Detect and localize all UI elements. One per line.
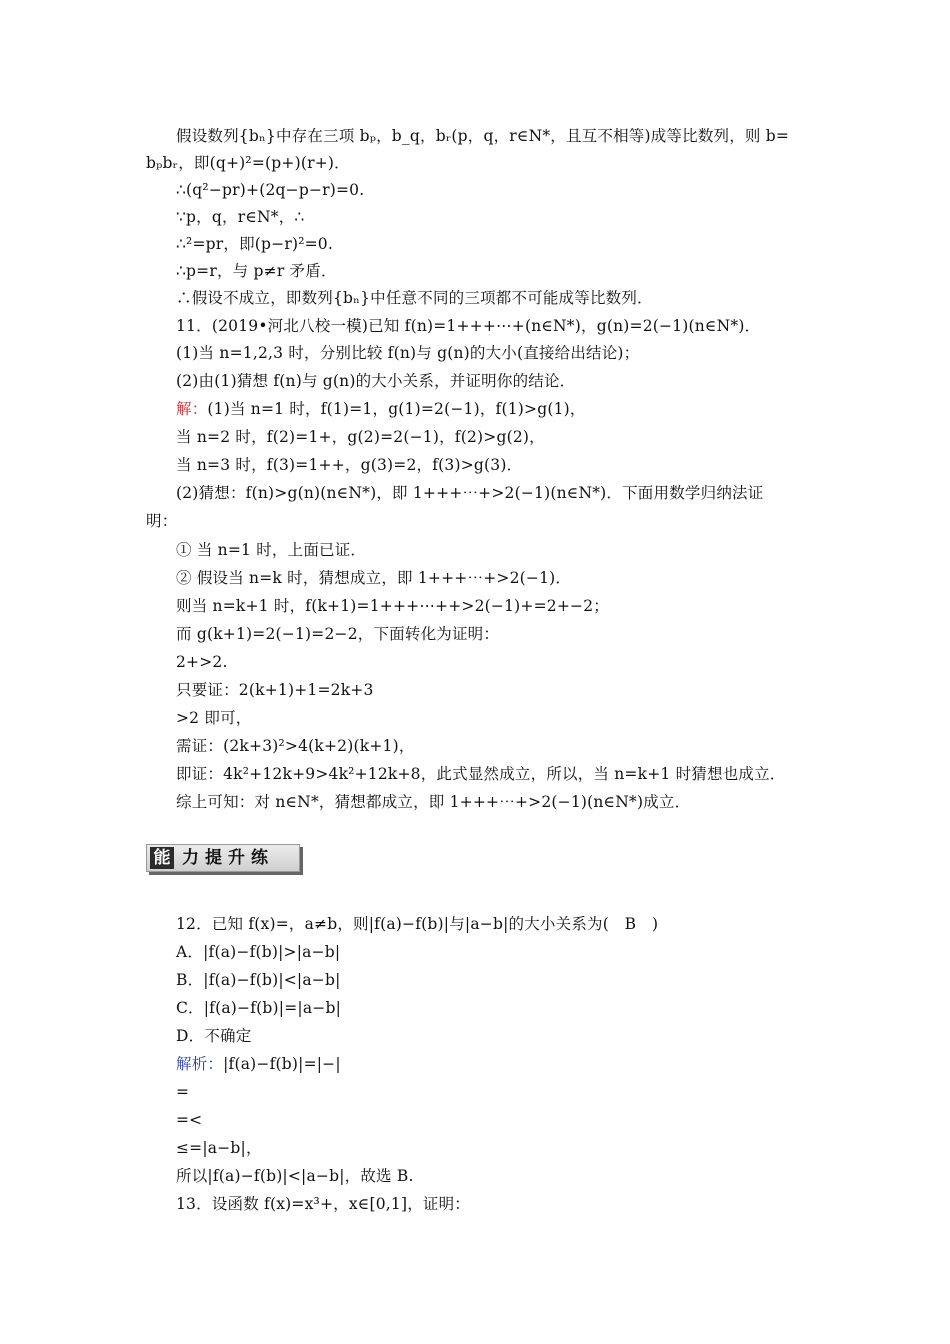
text-line: ∴²=pr，即(p−r)²=0. (176, 235, 333, 253)
text-line: 假设数列{bₙ}中存在三项 bₚ，b_q，bᵣ(p，q，r∈N*，且互不相等)成等比数列，则 b= (176, 127, 790, 145)
text-line: ∴(q²−pr)+(2q−p−r)=0. (176, 181, 365, 199)
analysis-label: 解析： (176, 1055, 224, 1073)
text-line: ∵p，q，r∈N*，∴ (176, 208, 305, 226)
choice-a: A．|f(a)−f(b)|>|a−b| (176, 943, 341, 961)
analysis-line: 解析：|f(a)−f(b)|=|−| (176, 1055, 341, 1073)
text-line: =< (176, 1111, 203, 1129)
text-line: 明： (146, 512, 178, 530)
text-line: ① 当 n=1 时，上面已证． (176, 541, 367, 559)
text-line: 只要证：2(k+1)+1=2k+3 (176, 681, 374, 699)
text-line: 即证：4k²+12k+9>4k²+12k+8，此式显然成立，所以，当 n=k+1 时猜想也成立． (176, 765, 786, 783)
problem-11-statement: 11．(2019•河北八校一模)已知 f(n)=1+++⋯+(n∈N*)，g(n)=2(−1)(n∈N*)． (176, 317, 761, 335)
solution-label: 解： (176, 400, 208, 418)
text-line: (1)当 n=1,2,3 时，分别比较 f(n)与 g(n)的大小(直接给出结论)； (176, 344, 640, 362)
text-line: (2)猜想：f(n)>g(n)(n∈N*)，即 1+++⋯+>2(−1)(n∈N*)．下面用数学归纳法证 (176, 484, 764, 502)
choice-c: C．|f(a)−f(b)|=|a−b| (176, 999, 341, 1017)
text-line: 当 n=3 时，f(3)=1++，g(3)=2，f(3)>g(3)． (176, 456, 523, 474)
text-line: 2+>2. (176, 653, 228, 671)
text-line: ∴假设不成立，即数列{bₙ}中任意不同的三项都不可能成等比数列． (176, 289, 653, 307)
text-line: = (176, 1083, 190, 1101)
text-line: ② 假设当 n=k 时，猜想成立，即 1+++⋯+>2(−1)． (176, 569, 572, 587)
text-line: bₚbᵣ，即(q+)²=(p+)(r+)． (146, 154, 350, 172)
text-line: 当 n=2 时，f(2)=1+，g(2)=2(−1)，f(2)>g(2)， (176, 428, 545, 446)
banner-first-char: 能 (150, 847, 174, 869)
problem-12-statement: 12．已知 f(x)=，a≠b，则|f(a)−f(b)|与|a−b|的大小关系为( B ) (176, 915, 659, 933)
choice-b: B．|f(a)−f(b)|<|a−b| (176, 971, 341, 989)
text-line: 综上可知：对 n∈N*，猜想都成立，即 1+++⋯+>2(−1)(n∈N*)成立． (176, 793, 691, 811)
text-line: 则当 n=k+1 时，f(k+1)=1+++⋯++>2(−1)+=2+−2； (176, 597, 609, 615)
text-line: (2)由(1)猜想 f(n)与 g(n)的大小关系，并证明你的结论． (176, 372, 576, 390)
choice-d: D．不确定 (176, 1027, 252, 1045)
section-banner (146, 844, 300, 872)
text-line: 需证：(2k+3)²>4(k+2)(k+1)， (176, 737, 415, 755)
text-line: ∴p=r，与 p≠r 矛盾． (176, 262, 337, 280)
solution-line: 解：(1)当 n=1 时，f(1)=1，g(1)=2(−1)，f(1)>g(1)， (176, 400, 586, 418)
text-line: ≤=|a−b|， (176, 1139, 262, 1157)
text-line: 所以|f(a)−f(b)|<|a−b|，故选 B. (176, 1167, 414, 1185)
text-line: >2 即可， (176, 709, 252, 727)
problem-13-statement: 13．设函数 f(x)=x³+，x∈[0,1]，证明： (176, 1195, 471, 1213)
text-line: 而 g(k+1)=2(−1)=2−2，下面转化为证明： (176, 625, 500, 643)
banner-title: 力提升练 (182, 848, 274, 868)
